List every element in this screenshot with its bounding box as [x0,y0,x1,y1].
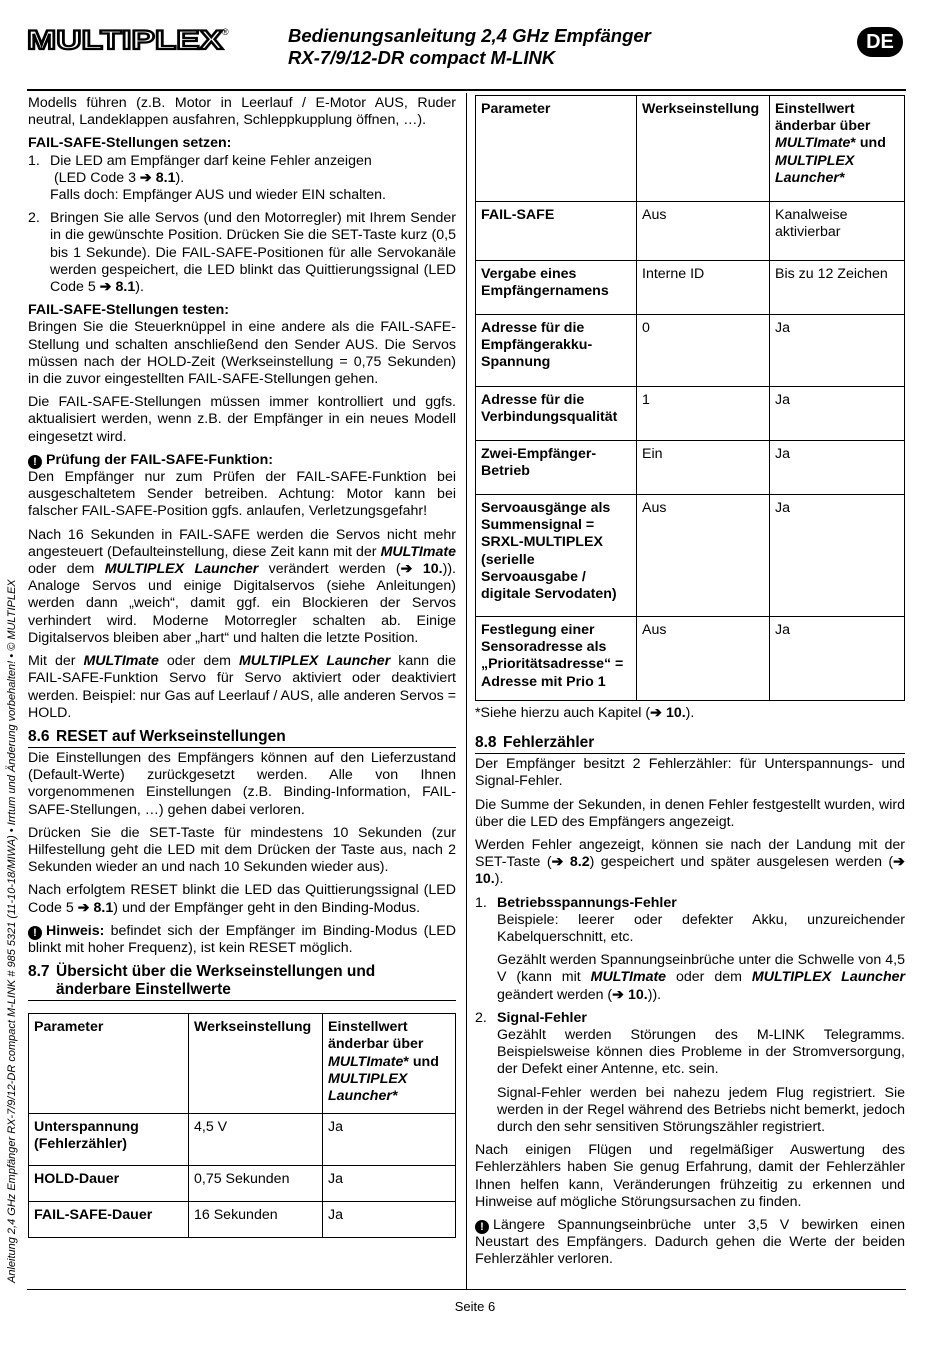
table-row [29,1114,456,1166]
cell-parameter: FAIL-SAFE [476,202,637,261]
cell-default: Aus [637,202,770,261]
product-name: MULTImate [328,1053,404,1070]
title-line-1: Bedienungsanleitung 2,4 GHz Empfänger [288,25,651,46]
table-row [476,202,905,261]
experience-paragraph: Nach einigen Flügen und regelmäßiger Auswertung des Fehlerzählers haben Sie genug Erfahrung, damit der Fehlerzähler Ihnen helfen kann, Veränderungen frühzeitig zu erkennen und Hinweise auf mögliche Störungsursachen zu finden. [475,1142,905,1210]
product-name: MULTImate [775,135,851,152]
section-heading-8-8 [475,734,905,754]
product-name: MULTIPLEX Launcher [104,561,259,578]
text: Gezählt werden Spannungseinbrüche unter die Schwelle von 4,5 V (kann mit [497,952,905,986]
product-name: MULTImate [83,653,159,670]
cell-parameter: Zwei-Empfänger-Betrieb [476,441,637,495]
section-heading-8-6 [28,728,456,748]
reference: 8.1 [115,279,136,296]
table-header-row [29,1014,456,1114]
list-text: Beispiele: leerer oder defekter Akku, unzureichender Kabelquerschnitt, etc. [497,911,905,946]
cell-parameter: Adresse für die Empfängerakku-Spannung [476,315,637,387]
table-header-row [476,96,905,202]
product-name: MULTIPLEX Launcher* [775,152,855,186]
arrow-right-icon: ➔ [551,854,564,871]
text: verändert werden ( [268,561,401,578]
left-column [28,95,456,1238]
cell-changeable: Ja [323,1166,456,1202]
cell-changeable: Ja [323,1202,456,1238]
list-text: Gezählt werden Störungen des M-LINK Telegramms. Beispielsweise können dies Probleme in der Stromversorgung, der Defekt einer Antenne, etc. sein. [497,1027,905,1078]
list-number: 1. [475,894,487,911]
header-cell [770,96,905,202]
cell-default: 16 Sekunden [189,1202,323,1238]
svg-text:MULTIPLEX: MULTIPLEX [27,28,223,52]
text: Nach erfolgtem RESET blinkt die LED das Quittierungssignal (LED Code 5 [28,882,456,916]
cell-parameter: Unterspannung (Fehlerzähler) [29,1114,189,1166]
text: * und [403,1053,439,1070]
list-text [50,170,456,187]
cell-parameter: Servoausgänge als Summensignal = SRXL-MULTIPLEX (serielle Servoausgabe / digitale Servodaten) [476,495,637,617]
list-item [28,210,456,296]
reference: 8.2 [569,854,590,871]
text: ). [685,705,695,721]
cell-changeable: Bis zu 12 Zeichen [770,261,905,315]
list-text: Bringen Sie alle Servos (und den Motorregler) mit Ihrem Sender in die gewünschte Position. Drücken Sie die SET-Taste kurz (0,5 bis 1 Sekunde). Die FAIL-SAFE-Positionen für alle Servokanäle werden gespeichert, die LED blinkt das Quittierungssignal (LED Code 5 [50,210,456,296]
reset-paragraph-3 [28,882,456,916]
arrow-right-icon: ➔ [893,854,906,871]
text: ). [494,871,504,888]
title-line-2: RX-7/9/12-DR compact M-LINK [288,47,556,68]
heading-text: Prüfung der FAIL-SAFE-Funktion: [46,451,273,468]
paragraph-multimate [28,653,456,722]
table-row [476,261,905,315]
arrow-right-icon: ➔ [400,561,413,578]
sidebar-document-id: Anleitung 2,4 GHz Empfänger RX-7/9/12-DR compact M-LINK # 985 5321 (11-10-18/MIWA) • Irrtum und Änderung vorbehalten! • © MULTIPLEX [6,579,18,1283]
text: Einstellwert änderbar über [328,1019,424,1053]
cell-default: Interne ID [637,261,770,315]
header-rule [27,89,906,91]
right-column [475,95,905,1275]
cell-parameter: Vergabe eines Empfängernamens [476,261,637,315]
exclamation-circle-icon: ! [28,926,42,940]
intro-paragraph: Modells führen (z.B. Motor in Leerlauf / E-Motor AUS, Ruder neutral, Landeklappen ausfahren, Schleppkupplung öffnen, …). [28,95,456,129]
product-name: MULTIPLEX Launcher [238,653,391,670]
text: geändert werden ( [497,986,613,1003]
reference: 10. [422,561,443,578]
language-badge: DE [857,27,903,57]
header-cell: Werkseinstellung [637,96,770,202]
text: befindet sich der Empfänger im Binding-Modus (LED blinkt mit hoher Frequenz), ist kein RESET möglich. [28,922,456,956]
list-item-title: Signal-Fehler [497,1009,587,1026]
table-row [29,1202,456,1238]
text: Einstellwert änderbar über [775,101,871,135]
multiplex-logo [27,28,225,52]
text: oder dem [28,561,95,578]
settings-table-right [475,95,905,701]
failsafe-test-heading: FAIL-SAFE-Stellungen testen: [28,302,229,319]
product-name: MULTIPLEX Launcher [751,969,906,986]
cell-default: Ein [637,441,770,495]
hinweis-label: Hinweis: [46,922,105,939]
text: oder dem [676,969,742,986]
cell-changeable: Ja [323,1114,456,1166]
table-row [476,617,905,701]
error-counter-paragraph-2: Die Summe der Sekunden, in denen Fehler festgestellt wurden, wird über die LED des Empfängers angezeigt. [475,796,905,830]
failsafe-test-text: Bringen Sie die Steuerknüppel in eine andere als die FAIL-SAFE-Stellung und schalten anschließend den Sender AUS. Die Servos müssen nach der HOLD-Zeit (Werkseinstellung = 0,75 Sekunden) in die zuvor eingestellten FAIL-SAFE-Stellungen gehen. [28,319,456,388]
text: ). [135,279,144,296]
product-name: MULTImate [590,969,667,986]
section-number: 8.7 [28,963,50,981]
cell-default: Aus [637,617,770,701]
paragraph-16-seconds [28,527,456,647]
voltage-drop-paragraph [475,1217,905,1269]
list-item [475,895,905,1004]
text: )). [647,986,662,1003]
column-divider [466,93,467,1289]
cell-changeable: Ja [770,315,905,387]
list-text [497,952,905,1004]
table-row [476,315,905,387]
reference: 10. [628,986,648,1003]
cell-default: 0,75 Sekunden [189,1166,323,1202]
list-text: Falls doch: Empfänger AUS und wieder EIN schalten. [50,187,386,204]
section-title: Übersicht über die Werkseinstellungen und [56,963,376,981]
text: kann die FAIL-SAFE-Funktion Servo für Servo aktiviert oder deaktiviert werden. Beispiel: nur Gas auf Leerlauf / AUS, alle anderen Servos = HOLD. [28,653,456,721]
cell-parameter: HOLD-Dauer [29,1166,189,1202]
reset-paragraph-1: Die Einstellungen des Empfängers können auf den Lieferzustand (Default-Werte) zurückgesetzt werden. Alle von Ihnen vorgenommenen Einstellungen (z.B. Binding-Information, FAIL-SAFE-Stellungen, …) gehen dabei verloren. [28,749,456,818]
list-number: 2. [475,1009,487,1026]
text: )). Analoge Servos und einige Digitalservos (siehe Anleitungen) werden dann „weich“, damit ggf. ein Blockieren der Servos verhindert wird. Moderne Motorregler schalten ab. Einige Digitalservos bleiben aber „hart“ und halten die letzte Position. [28,561,456,646]
cell-default: Aus [637,495,770,617]
cell-changeable: Ja [770,617,905,701]
cell-parameter: FAIL-SAFE-Dauer [29,1202,189,1238]
cell-parameter: Festlegung einer Sensoradresse als „Prioritätsadresse“ = Adresse mit Prio 1 [476,617,637,701]
text: ) gespeichert und später ausgelesen werden ( [589,854,894,871]
arrow-right-icon: ➔ [612,986,625,1003]
section-heading-8-7 [28,963,456,1001]
section-title: Fehlerzähler [503,734,595,752]
document-title [288,25,651,69]
table-row [29,1166,456,1202]
error-counter-paragraph-1: Der Empfänger besitzt 2 Fehlerzähler: für Unterspannungs- und Signal-Fehler. [475,756,905,790]
failsafe-check-text: Die FAIL-SAFE-Stellungen müssen immer kontrolliert und ggfs. aktualisiert werden, wenn z.B. der Empfänger in ein neues Modell eingesetzt wird. [28,394,456,445]
text: *Siehe hierzu auch Kapitel ( [475,705,651,721]
text: ) und der Empfänger geht in den Binding-Modus. [113,899,421,916]
text: Längere Spannungseinbrüche unter 3,5 V bewirken einen Neustart des Empfängers. Dadurch gehen die Werte der beiden Fehlerzähler verloren. [475,1217,905,1268]
list-text: Die LED am Empfänger darf keine Fehler anzeigen [50,152,372,169]
exclamation-circle-icon: ! [475,1220,489,1234]
product-name: MULTImate [380,543,456,560]
arrow-right-icon: ➔ [77,899,90,916]
settings-table-left [28,1013,456,1238]
section-title: RESET auf Werkseinstellungen [56,727,286,745]
cell-default: 1 [637,387,770,441]
text: ). [175,169,185,186]
text: Werden Fehler angezeigt, können sie nach der Landung mit der SET-Taste ( [475,837,905,871]
reference: 10. [475,871,495,888]
list-item [28,153,456,205]
product-name: MULTIPLEX Launcher* [328,1070,408,1104]
cell-default: 4,5 V [189,1114,323,1166]
cell-parameter: Adresse für die Verbindungsqualität [476,387,637,441]
footer-rule [27,1289,906,1290]
cell-changeable: Ja [770,495,905,617]
text: * und [850,135,886,152]
header-cell: Parameter [476,96,637,202]
section-number: 8.6 [28,727,50,745]
section-title: änderbare Einstellwerte [56,981,231,999]
section-number: 8.8 [475,734,497,752]
text: oder dem [166,653,231,670]
arrow-right-icon: ➔ [99,279,112,296]
page-number: Seite 6 [454,1299,496,1314]
list-number: 2. [28,210,40,227]
failsafe-set-heading: FAIL-SAFE-Stellungen setzen: [28,135,232,152]
text: Nach 16 Sekunden in FAIL-SAFE werden die Servos nicht mehr angesteuert (Defaulteinstellung, diese Zeit kann mit der [28,526,456,560]
failsafe-pruefung-text: Den Empfänger nur zum Prüfen der FAIL-SAFE-Funktion bei ausgeschaltetem Sender betreiben. Achtung: Motor kann bei falscher FAIL-SAFE-Position ggfs. anlaufen, Verletzungsgefahr! [28,469,456,520]
led-code-text: (LED Code 3 [53,169,136,186]
table-row [476,387,905,441]
table-row [476,441,905,495]
reset-paragraph-2: Drücken Sie die SET-Taste für mindestens 10 Sekunden (zur Hilfestellung geht die LED mit dem Drücken der Taste aus, nach 2 Sekunden wieder an und nach 10 Sekunden wieder aus). [28,824,456,876]
reference: 8.1 [93,899,114,916]
cell-default: 0 [637,315,770,387]
error-counter-paragraph-3 [475,837,905,889]
list-number: 1. [28,152,40,169]
list-text: Signal-Fehler werden bei nahezu jedem Flug registriert. Sie werden in der Regel während des Betriebs nicht bemerkt, jedoch durch den sehr sensitiven Störungszähler registriert. [497,1084,905,1136]
reference: 10. [665,705,686,721]
hinweis-paragraph [28,923,456,957]
header-cell: Werkseinstellung [189,1014,323,1114]
list-item [475,1010,905,1136]
text: Mit der [28,653,76,670]
reference: 8.1 [155,169,176,186]
registered-mark: ® [222,27,229,37]
header-cell [323,1014,456,1114]
table-footnote [475,705,905,722]
exclamation-circle-icon: ! [28,455,42,469]
list-item-title: Betriebsspannungs-Fehler [497,894,677,911]
header-cell: Parameter [29,1014,189,1114]
cell-changeable: Ja [770,441,905,495]
arrow-right-icon: ➔ [139,169,152,186]
arrow-right-icon: ➔ [650,705,662,721]
cell-changeable: Kanalweise aktivierbar [770,202,905,261]
failsafe-pruefung-heading [28,452,456,469]
cell-changeable: Ja [770,387,905,441]
table-row [476,495,905,617]
